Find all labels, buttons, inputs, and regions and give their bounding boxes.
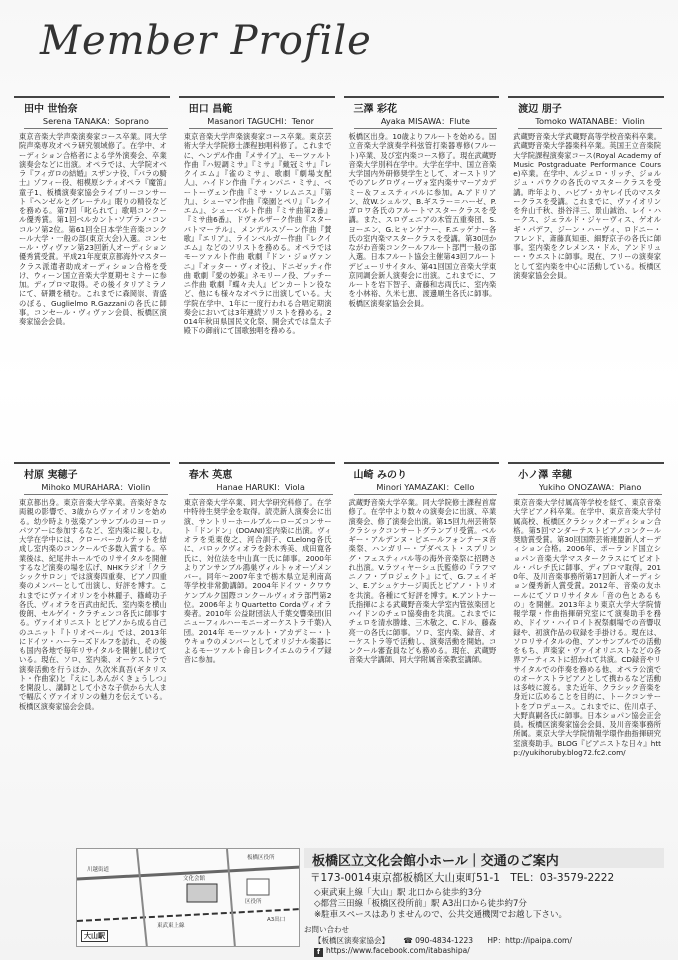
member-grid-row2 — [14, 462, 664, 832]
facebook-info — [314, 946, 470, 957]
member-name-ja: 田口 昌範 — [188, 104, 233, 115]
map-ward-building — [247, 879, 269, 895]
member-name-ja: 村原 実穂子 — [24, 470, 78, 481]
contact-org: 【板橋区演奏家協会】 — [314, 936, 389, 945]
access-map — [76, 848, 300, 947]
member-name-ja: 山崎 みのり — [353, 470, 407, 481]
access-line: ◇東武東上線「大山」駅 北口から徒歩約3分 — [314, 888, 482, 898]
member-card — [344, 96, 500, 454]
member-name-ja: 小ノ澤 幸穂 — [518, 470, 572, 481]
map-label-line: 東武東上線 — [157, 923, 185, 929]
member-name-ja: 渡辺 朋子 — [518, 104, 562, 115]
member-bio: 東京都出身。東京音楽大学卒業。音楽好きな両親の影響で、3歳からヴァイオリンを始める。幼少時より弦楽アンサンブルのヨーロッパツアーに参加するなど、室内楽に親しむ。大学在学中には、クローバーカルテットを結成し室内楽のコンクールで多数入賞する。卒業後は、紀尾井ホールでのリサイタルを開催するなど演奏の場を広げ、NHKラジオ「クラシックサロン」では演奏四重奏、ピアノ四重奏のメンバーとして出演し、好評を博す。これまでにヴァイオリンを小林麗子、篠崎功子各氏、ヴィオラを百武由紀氏、室内楽を横山俊朗、セルゲイ・クラチェンコ各氏に師事する。ヴァイオリニスト とピアノから成る自己のユニット『トリオベール』では、2013年にドイツ・ハーラーズドルフを訪れ、その後も国内各地で毎年リサイタルを開催し続けている。現在、ソロ、室内楽、オーケストラで演奏活動を行うほか、久次米真吾(ギタリスト・作曲家)と『えにしあんがくきょうしつ』を開設し、講師として小さな子供から大人まで幅広くヴァイオリンの魅力を伝えている。板橋区演奏家協会会員。 — [19, 498, 167, 711]
member-card — [14, 462, 170, 832]
facebook-link[interactable]: https://www.facebook.com/itabashipa/ — [326, 946, 470, 955]
contact-phone: ☎ 090-4834-1223 — [403, 936, 474, 945]
member-card — [179, 96, 335, 454]
venue-title: 板橋区立文化会館小ホール｜交通のご案内 — [304, 848, 664, 868]
map-label-a3: A3出口 — [267, 917, 286, 923]
member-bio: 武蔵野音楽大学武蔵野高等学校音楽科卒業。武蔵野音楽大学器楽科卒業。英国王立音楽院大学院課程演奏家コース(Royal Academy of Music Postgraduate Performance Course)卒業。在学中、ルジェロ・リッチ、ジョルジュ・パウクの各氏のマスタークラスを受講。昨年より、ハビブ・カヤレイ氏のマスタークラスを受講。これまでに、ヴァイオリンを弁山千秋、掛谷洋三、景山誠治、レイ・ハークス、ジェラルド・ジャーヴィス、ゲオルギ・パデフ、ジーン・ハーヴィ、ロドニー・フレンド、斎藤真知亜、細野京子の各氏に師事。室内楽をクレメンス・ドル、アンドリュー・ウエストに師事。現在、フリーの演奏家として室内楽を中心に活動している。板橋区演奏家協会会員。 — [513, 132, 661, 280]
page-title: Member Profile — [40, 18, 372, 64]
member-name-ja: 三澤 彩花 — [353, 104, 397, 115]
member-bio: 東京音楽大学付属高等学校を経て、東京音楽大学ピアノ科卒業。在学中、東京音楽大学付属高校、板橋区クラシックオーディション合格。第5回マンダーテストピアノコンクール奨励賞受賞。第30回国際芸術連盟新人オーディション合格。2006年、ポーランド国立ショパン音楽大学マスタークラスにてピオトル・パレチ氏に師事、ディプロマ取得。2010年、及川音楽事務所第17回新人オーディション優秀新人賞受賞。2012年、音楽の友ホールにてソロリサイタル「音の色とあるもの」を開催。2013年より東京大学大学院情報学環・作曲指揮研究室にて演奏助手を務め、ドイツ・ハイロイト祝祭劇場での音響収録や、初演作品の収録を手掛ける。現在は、ソロリサイタルの他、アンサンブルでの活動をもち、声楽家・ヴァイオリニストなどの各界アーティストに招かれて共演。CD録音やリサイタルでの伴奏を務める他、オペラ公演でのオーケストラピアノとして携わるなど活動は多岐に渡る。また近年、クラシック音楽を身近に広めることを目的に、トークコンサートをプロデュース。これまでに、佐川卓子、大野真嗣各氏に師事。日本ショパン協会正会員。板橋区演奏家協会会員、及川音楽事務所所属。東京大学大学院情報学環作曲指揮研究室演奏助手。BLOG『ピアニストな日々』http://yukihoruby.blog72.fc2.com/ — [513, 498, 661, 757]
map-label-road: 川越街道 — [87, 867, 110, 873]
contact-web-link[interactable]: HP：http://ipaipa.com/ — [487, 936, 572, 945]
member-bio: 東京音楽大学卒業、同大学研究科修了。在学中特待生奨学金を取得。読売新人演奏会に出演、サントリーホールブルーローズコンサート「ドンドン」(DOANI)室内楽に出演。ヴィオラを兎東俊之、河合訓子、CLelong各氏に、バロックヴィオラを鈴木秀美、成田寛各氏に、対位法を中山真一氏に師事。2000年よりアンサンブル鴻巣ヴィルトゥオーゾメンバー。同年〜2007年まで栃木県立足利南高等学校非常勤講師。2004年ドイツ・クワウケンブルク国際コンクールヴィオラ部門第2位。2006年よりQuartetto Cordaヴィオラ奏者。2010年 公益財団法人千葉交響楽団(旧ニューフィルハーモニーオーケストラ千葉)入団。2014年 モーツァルト・アカデミー・トウキョウのメンバーとしてオリジナル楽器によるモーツァルト命日レクイエムのライブ録音に参加。 — [183, 498, 332, 665]
access-line: ※駐車スペースはありませんので、公共交通機関でお越し下さい。 — [314, 910, 568, 920]
access-line: ◇都営三田線「板橋区役所前」駅 A3出口から徒歩約7分 — [314, 899, 527, 909]
map-label-ward: 区役所 — [245, 899, 262, 905]
venue-access — [314, 888, 567, 921]
member-name-en: Ayaka MISAWA：Flute — [354, 116, 498, 129]
member-name-ja: 田中 世怡奈 — [24, 104, 78, 115]
member-name-en: Masanori TAGUCHI：Tenor — [189, 116, 333, 129]
member-bio: 板橋区出身。10歳よりフルートを始める。国立音楽大学演奏学科弦管打楽器専修(フルート)卒業、及び室内楽コース修了。現在武蔵野音楽大学別科在学中。大学在学中、国立音楽大学国内外研修奨学生として、オーストリアでのアレグロヴィーヴォ室内楽サマーアカデミー＆フェスティバルに参加。A.アドリアン、故W.シュルツ、B.ギスラー＝ハーゼ、P.ガロワ各氏のフルートマスタークラスを受講。また、スロヴェニアの木管五重奏団、S.ヨーエン、G.ヒャンゲナー、F.エッゲナー各氏の室内楽マスタークラスを受講。第30回かながわ音楽コンクールフルート部門一般の部入選。日本フルート協会主催第43回フルートデビューリサイタル、第41回国立音楽大学東京同調会新人演奏会に出演。これまでに、フルートを岩下智子、斎藤和志両氏に、室内楽を小林裕、久米七恵、渡邊順生各氏に師事。板橋区演奏家協会会員。 — [348, 132, 497, 308]
map-station-label: 大山駅 — [81, 930, 108, 942]
member-name-en: Tomoko WATANABE：Violin — [518, 116, 662, 129]
member-card — [344, 462, 500, 832]
member-name-en: Yukiho ONOZAWA：Piano — [518, 482, 662, 495]
map-label-office: 板橋区役所 — [247, 855, 275, 861]
facebook-icon: f — [314, 948, 323, 957]
member-card — [179, 462, 335, 832]
map-label-venue: 文化会館 — [183, 876, 206, 882]
member-name-en: Minori YAMAZAKI：Cello — [354, 482, 498, 495]
member-name-en: Serena TANAKA：Soprano — [24, 116, 168, 129]
map-street — [227, 849, 235, 947]
map-drawing — [77, 849, 300, 947]
member-card — [14, 96, 170, 454]
member-card — [508, 462, 664, 832]
member-name-ja: 春木 英恵 — [188, 470, 233, 481]
map-street — [137, 849, 147, 947]
member-grid-row1 — [14, 96, 664, 454]
contact-label: お問い合わせ — [304, 925, 349, 934]
member-bio: 武蔵野音楽大学卒業。同大学院修士課程首席修了。在学中より数々の演奏会に出演、卒業演奏会、修了演奏会出演。第15回九州芸術祭クラシックコンサートグランプリ受賞。ベルギー・アルデンヌ・ピエールフォンテーヌ音楽祭、ハンガリー・プダペスト・スプリング・フェスティバル等の海外音楽祭に招聘され出演。V.ラツィヤーシュ氏監修の『ラフマニノフ・プロジェクト』にて、G.フェイギン、E.アシュケナージ両氏とピアノ・トリオを共演。各種にて好評を博す。K.アントナー氏指揮による武蔵野音楽大学室内管弦楽団とハイドンのチェロ協奏曲を共演。これまでにチェロを清水勝雄、三木敬之、C.ドル、藤森亮一の各氏に師事。ソロ、室内楽、録音、オーケストラ等で活動し、演奏活動を開始。コンクール審査員なども務める。現在、武蔵野音楽大学講師、同大学附属音楽教室講師。 — [348, 498, 497, 665]
member-bio: 東京音楽大学声楽演奏家コース卒業。同大学院声楽専攻オペラ研究領域修了。在学中、オーディション合格者による学外演奏会、卒業演奏会などに出演。オペラでは、大学院オペラ『フィガロの結婚』スザンナ役、『バラの騎士』ゾフィー役、相模原シティオペラ『魔笛』童子1、板橋演奏家協会ライブリーコンサート『ヘンゼルとグレーテル』眠りの精役などを務める。第7回「叱られて」歌唱コンクール優秀賞。第1回ベルカント･ソプラノ･コンコルソ第2位。第61回全日本学生音楽コンクール大学・一般の部(東京大会)入選。コンセール・ヴィヴァン第23回新人オーディション優秀賞受賞。平成21年度東京都海外マスタークラス派遣者助成オーディション合格を受け、ウィーン国立音楽大学夏期セミナーに参加。ディプロマ取得。その後イタリアミラノにて、研鑽を積む。これまでに森岡崇、青盛のぼる、Guglielmo R.Gazzaniの各氏に師事。コンセール・ヴィヴァン会員、板橋区演奏家協会会員。 — [19, 132, 167, 326]
map-venue-building — [187, 884, 217, 902]
member-name-en: Hanae HARUKI：Viola — [189, 482, 333, 495]
member-bio: 東京音楽大学声楽演奏家コース卒業。東京芸術大学大学院修士課程独唱科修了。これまでに、ヘンデル作曲『メサイア』、モーツァルト作曲『ハ短調ミサ』『ミサ』『戴冠ミサ』『レクイエム』『雀のミサ』、歌劇『劇場支配人』、ハイドン作曲『ティンパニ・ミサ』、ベートーヴェン作曲『ミサ・ソレムニス』『第九』、シューマン作曲『楽園とペリ』『レクイエム』、シューベルト作曲『ミサ曲第2番』『ミサ曲6番』、ドヴォルザーク作曲『スターバトマーテル』、メンデルスゾーン作曲『賛歌』『エリア』、ラインベルガー作曲『レクイエム』などのソリストを務める。オペラではモーツァルト作曲 歌劇『ドン・ジョヴァンニ』『オッター・ヴィオ役』、ドニゼッティ作曲 歌劇『愛の妙薬』ネモリーノ役、プッチーニ作曲 歌劇『蝶々夫人』ピンカートン役など、他にも様々なオペラに出演している。大学院在学中、1年に一度行われる合唱定期演奏会においては3年連続ソリストを務める。2014年秋田県国民文化祭、開会式では皇太子殿下の御前にて国歌独唱を務める。 — [183, 132, 332, 336]
member-card — [508, 96, 664, 454]
venue-section — [14, 840, 664, 958]
venue-address: 〒173-0014東京都板橋区大山東町51-1 TEL：03-3579-2222 — [310, 872, 615, 884]
contact-info — [314, 935, 572, 946]
member-name-en: Mihoko MURAHARA：Violin — [24, 482, 168, 495]
